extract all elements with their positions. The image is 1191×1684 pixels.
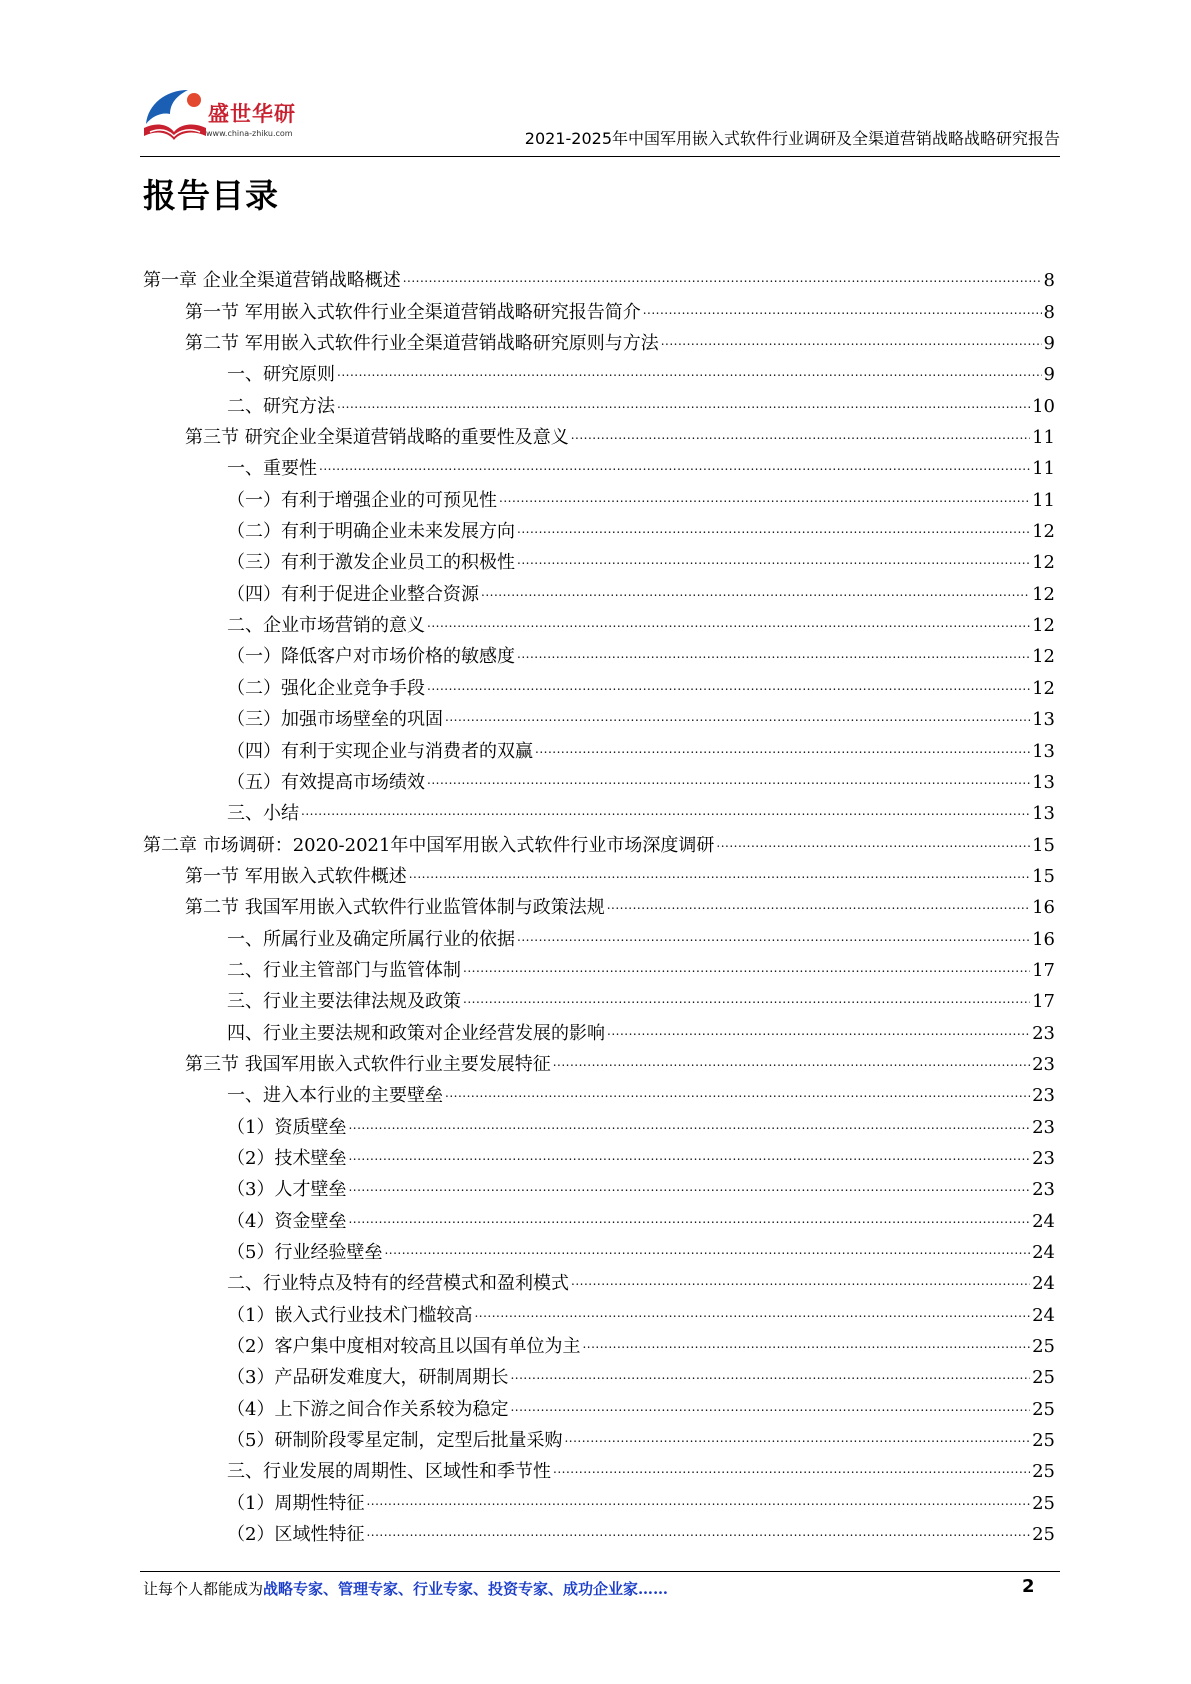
toc-entry-label: （四）有利于促进企业整合资源 (227, 583, 479, 605)
toc-dot-leader (607, 896, 1030, 920)
toc-dot-leader (517, 551, 1030, 575)
toc-entry-label: （2）区域性特征 (227, 1524, 365, 1546)
toc-entry-label: （5）行业经验壁垒 (227, 1242, 383, 1263)
toc-entry-label: （1）资质壁垒 (227, 1116, 347, 1138)
toc-dot-leader (463, 990, 1030, 1014)
toc-dot-leader (510, 1398, 1030, 1422)
toc-entry[interactable] (143, 544, 1055, 575)
toc-entry-page: 13 (1032, 740, 1055, 762)
toc-entry-page: 24 (1032, 1242, 1055, 1263)
toc-dot-leader (427, 614, 1030, 638)
toc-entry-page: 8 (1043, 301, 1055, 323)
toc-entry-page: 8 (1043, 270, 1055, 292)
toc-entry[interactable] (143, 1108, 1055, 1139)
toc-entry[interactable] (143, 983, 1055, 1014)
toc-entry[interactable] (143, 1077, 1055, 1108)
toc-dot-leader (427, 771, 1030, 795)
toc-entry-page: 13 (1032, 803, 1055, 825)
toc-dot-leader (564, 1429, 1030, 1453)
toc-dot-leader (661, 332, 1042, 356)
toc-entry-page: 12 (1032, 646, 1055, 668)
toc-entry-page: 15 (1032, 865, 1055, 887)
toc-entry-label: 二、行业特点及特有的经营模式和盈利模式 (227, 1273, 569, 1295)
toc-entry[interactable] (143, 826, 1055, 857)
toc-heading: 报告目录 (143, 176, 279, 215)
header-divider (140, 156, 1060, 157)
logo-name: 盛世华研 (208, 102, 296, 126)
toc-entry[interactable] (143, 920, 1055, 951)
toc-entry-page: 23 (1032, 1116, 1055, 1138)
toc-entry[interactable] (143, 1296, 1055, 1327)
toc-entry-label: 一、进入本行业的主要壁垒 (227, 1085, 443, 1107)
toc-entry[interactable] (143, 481, 1055, 512)
toc-entry-page: 12 (1032, 521, 1055, 543)
toc-dot-leader (445, 1084, 1030, 1108)
toc-dot-leader (517, 520, 1030, 544)
toc-entry-page: 9 (1043, 333, 1055, 355)
toc-entry-page: 11 (1032, 427, 1055, 449)
toc-entry-page: 16 (1032, 928, 1055, 950)
toc-entry[interactable] (143, 669, 1055, 700)
toc-entry-page: 23 (1032, 1022, 1055, 1044)
toc-entry-label: （二）有利于明确企业未来发展方向 (227, 521, 515, 543)
toc-dot-leader (517, 928, 1030, 952)
toc-entry[interactable] (143, 262, 1055, 293)
toc-entry-page: 11 (1032, 489, 1055, 511)
toc-entry[interactable] (143, 889, 1055, 920)
toc-dot-leader (553, 1460, 1030, 1484)
toc-entry-label: （4）资金壁垒 (227, 1210, 347, 1232)
toc-entry[interactable] (143, 513, 1055, 544)
toc-entry-label: 第二节 军用嵌入式软件行业全渠道营销战略研究原则与方法 (185, 333, 659, 355)
report-title: 2021-2025年中国军用嵌入式软件行业调研及全渠道营销战略战略研究报告 (524, 129, 1060, 148)
toc-dot-leader (319, 457, 1030, 481)
toc-entry-page: 9 (1043, 364, 1055, 386)
toc-entry[interactable] (143, 952, 1055, 983)
toc-entry-label: （4）上下游之间合作关系较为稳定 (227, 1398, 509, 1420)
toc-entry-label: （一）有利于增强企业的可预见性 (227, 489, 497, 511)
toc-entry-label: 第三节 研究企业全渠道营销战略的重要性及意义 (185, 427, 569, 449)
toc-entry[interactable] (143, 1390, 1055, 1421)
toc-entry-label: （一）降低客户对市场价格的敏感度 (227, 646, 515, 668)
toc-entry-page: 10 (1032, 395, 1055, 417)
toc-dot-leader (463, 959, 1030, 983)
toc-entry-page: 12 (1032, 583, 1055, 605)
toc-dot-leader (582, 1335, 1030, 1359)
table-of-contents (143, 262, 1055, 1547)
toc-dot-leader (348, 1116, 1030, 1140)
toc-entry-label: （1）周期性特征 (227, 1492, 365, 1514)
toc-dot-leader (510, 1366, 1030, 1390)
toc-entry-label: 三、小结 (227, 803, 299, 825)
logo-url: www.china-zhiku.com (206, 129, 293, 138)
toc-entry[interactable] (143, 1014, 1055, 1045)
toc-entry-page: 25 (1032, 1492, 1055, 1514)
toc-entry[interactable] (143, 1265, 1055, 1296)
toc-entry-label: （5）研制阶段零星定制，定型后批量采购 (227, 1430, 563, 1452)
toc-entry[interactable] (143, 575, 1055, 606)
toc-entry-label: 三、行业主要法律法规及政策 (227, 991, 461, 1013)
toc-entry-page: 15 (1032, 834, 1055, 856)
toc-entry-label: 四、行业主要法规和政策对企业经营发展的影响 (227, 1022, 605, 1044)
toc-entry-label: （3）产品研发难度大，研制周期长 (227, 1367, 509, 1389)
toc-entry-page: 24 (1032, 1304, 1055, 1326)
toc-entry[interactable] (143, 858, 1055, 889)
toc-entry[interactable] (143, 387, 1055, 418)
toc-dot-leader (474, 1304, 1030, 1328)
toc-entry-page: 25 (1032, 1430, 1055, 1452)
toc-entry[interactable] (143, 356, 1055, 387)
toc-entry[interactable] (143, 1140, 1055, 1171)
toc-entry[interactable] (143, 701, 1055, 732)
toc-entry[interactable] (143, 1516, 1055, 1547)
toc-entry-page: 23 (1032, 1147, 1055, 1169)
toc-entry-page: 13 (1032, 709, 1055, 731)
toc-dot-leader (607, 1022, 1030, 1046)
toc-dot-leader (643, 301, 1042, 325)
toc-dot-leader (553, 1053, 1030, 1077)
toc-dot-leader (348, 1178, 1030, 1202)
toc-entry-label: （二）强化企业竞争手段 (227, 677, 425, 699)
toc-dot-leader (571, 426, 1030, 450)
toc-entry-label: 一、所属行业及确定所属行业的依据 (227, 928, 515, 950)
toc-dot-leader (571, 1272, 1030, 1296)
toc-entry-page: 24 (1032, 1210, 1055, 1232)
footer-divider (140, 1571, 1060, 1572)
toc-dot-leader (535, 740, 1030, 764)
toc-entry-label: （四）有利于实现企业与消费者的双赢 (227, 740, 533, 762)
toc-entry[interactable] (143, 764, 1055, 795)
toc-entry[interactable] (143, 1453, 1055, 1484)
toc-entry-page: 25 (1032, 1398, 1055, 1420)
toc-entry-label: （1）嵌入式行业技术门槛较高 (227, 1304, 473, 1326)
toc-entry-label: 三、行业发展的周期性、区域性和季节性 (227, 1461, 551, 1483)
toc-entry-page: 17 (1032, 991, 1055, 1013)
toc-entry-label: （2）技术壁垒 (227, 1147, 347, 1169)
toc-entry-label: （3）人才壁垒 (227, 1179, 347, 1201)
toc-dot-leader (427, 677, 1030, 701)
toc-entry-page: 12 (1032, 552, 1055, 574)
toc-entry-page: 25 (1032, 1336, 1055, 1358)
toc-entry-label: 第二章 市场调研：2020-2021年中国军用嵌入式软件行业市场深度调研 (143, 834, 715, 856)
toc-dot-leader (716, 834, 1030, 858)
footer-slogan (143, 1578, 668, 1599)
toc-entry-label: 一、研究原则 (227, 364, 335, 386)
toc-entry[interactable] (143, 732, 1055, 763)
toc-dot-leader (337, 363, 1042, 387)
toc-entry-page: 12 (1032, 677, 1055, 699)
toc-entry[interactable] (143, 1359, 1055, 1390)
toc-entry[interactable] (143, 293, 1055, 324)
toc-dot-leader (384, 1241, 1030, 1265)
page-header (140, 78, 1060, 158)
toc-entry[interactable] (143, 1484, 1055, 1515)
toc-dot-leader (301, 802, 1030, 826)
toc-entry-label: （五）有效提高市场绩效 (227, 771, 425, 793)
logo-book-icon (140, 84, 210, 146)
page-number: 2 (1022, 1576, 1035, 1597)
toc-dot-leader (366, 1523, 1030, 1547)
toc-dot-leader (445, 708, 1030, 732)
toc-entry[interactable] (143, 1202, 1055, 1233)
toc-entry-page: 17 (1032, 959, 1055, 981)
toc-entry-label: 第一节 军用嵌入式软件概述 (185, 865, 407, 887)
toc-entry[interactable] (143, 419, 1055, 450)
toc-entry[interactable] (143, 450, 1055, 481)
toc-dot-leader (481, 583, 1030, 607)
toc-dot-leader (403, 269, 1042, 293)
toc-entry-label: 第一节 军用嵌入式软件行业全渠道营销战略研究报告简介 (185, 301, 641, 323)
toc-dot-leader (337, 395, 1030, 419)
toc-entry[interactable] (143, 1234, 1055, 1265)
toc-entry-page: 25 (1032, 1524, 1055, 1546)
toc-entry-page: 23 (1032, 1179, 1055, 1201)
toc-entry-label: （三）有利于激发企业员工的积极性 (227, 552, 515, 574)
toc-dot-leader (499, 489, 1030, 513)
toc-entry-page: 25 (1032, 1461, 1055, 1483)
toc-entry[interactable] (143, 1171, 1055, 1202)
toc-entry-label: 一、重要性 (227, 458, 317, 480)
toc-entry[interactable] (143, 638, 1055, 669)
company-logo (140, 84, 310, 152)
toc-entry-page: 12 (1032, 615, 1055, 637)
toc-dot-leader (366, 1492, 1030, 1516)
toc-entry[interactable] (143, 795, 1055, 826)
toc-entry-page: 11 (1032, 458, 1055, 480)
toc-entry-page: 13 (1032, 771, 1055, 793)
toc-dot-leader (517, 645, 1030, 669)
toc-entry-page: 25 (1032, 1367, 1055, 1389)
toc-entry[interactable] (143, 1046, 1055, 1077)
footer-slogan-lead: 让每个人都能成为 (143, 1580, 264, 1598)
toc-entry-label: （2）客户集中度相对较高且以国有单位为主 (227, 1336, 581, 1358)
toc-dot-leader (409, 865, 1030, 889)
toc-entry-label: 二、企业市场营销的意义 (227, 615, 425, 637)
toc-entry-page: 16 (1032, 897, 1055, 919)
toc-entry-page: 24 (1032, 1273, 1055, 1295)
toc-entry-label: （三）加强市场壁垒的巩固 (227, 709, 443, 731)
toc-entry-page: 23 (1032, 1053, 1055, 1075)
toc-entry-label: 二、研究方法 (227, 395, 335, 417)
toc-entry[interactable] (143, 325, 1055, 356)
toc-entry-label: 第三节 我国军用嵌入式软件行业主要发展特征 (185, 1053, 551, 1075)
toc-entry[interactable] (143, 1422, 1055, 1453)
toc-entry-label: 第一章 企业全渠道营销战略概述 (143, 270, 401, 292)
toc-dot-leader (348, 1210, 1030, 1234)
toc-entry-page: 23 (1032, 1085, 1055, 1107)
toc-entry-label: 二、行业主管部门与监管体制 (227, 959, 461, 981)
footer-slogan-highlight: 战略专家、管理专家、行业专家、投资专家、成功企业家…… (263, 1580, 669, 1598)
toc-entry[interactable] (143, 607, 1055, 638)
toc-entry-label: 第二节 我国军用嵌入式软件行业监管体制与政策法规 (185, 897, 605, 919)
toc-entry[interactable] (143, 1328, 1055, 1359)
toc-dot-leader (348, 1147, 1030, 1171)
